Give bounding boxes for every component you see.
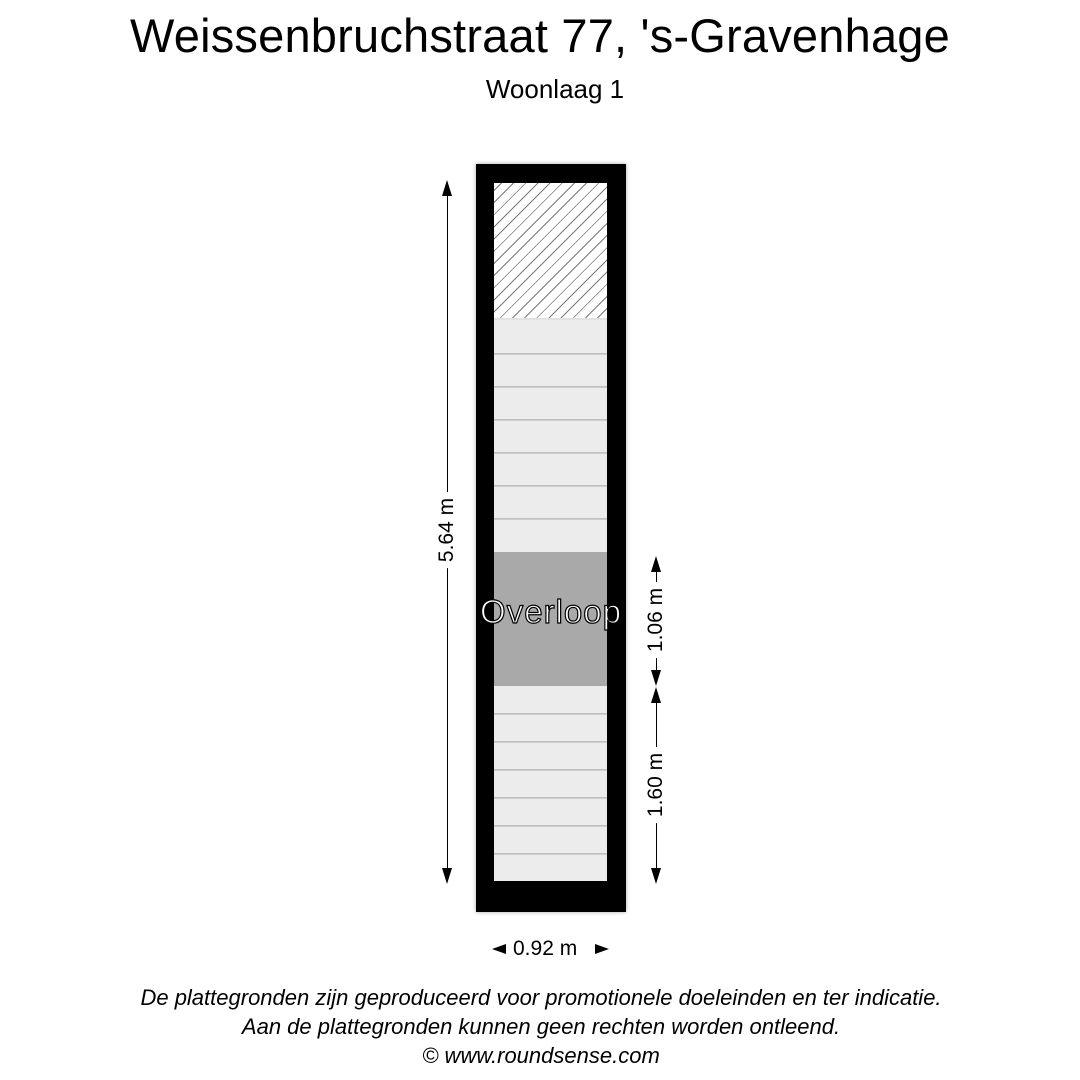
stair-step-line [494, 713, 607, 715]
floor-subtitle: Woonlaag 1 [485, 74, 625, 104]
arrow-up-icon [442, 180, 452, 196]
copyright-link[interactable]: © www.roundsense.com [422, 1043, 660, 1068]
arrow-down-icon [442, 868, 452, 884]
stair-step-line [494, 825, 607, 827]
room-label-text: Overloop [480, 593, 622, 630]
hatched-void [494, 183, 607, 320]
disclaimer-line-1: De plattegronden zijn geproduceerd voor promotionele doeleinden en ter indicatie. [140, 985, 942, 1010]
stair-step-line [494, 741, 607, 743]
arrow-right-icon [595, 944, 609, 954]
dimension-label: 5.64 m [435, 492, 459, 568]
dimension-label: 1.06 m [644, 582, 668, 658]
stair-step-line [494, 419, 607, 421]
dimension-label: 1.60 m [644, 747, 668, 823]
stair-step-line [494, 853, 607, 855]
disclaimer-line-2: Aan de plattegronden kunnen geen rechten worden ontleend. [241, 1014, 841, 1039]
stair-step-line [494, 769, 607, 771]
stair-step-line [494, 452, 607, 454]
arrow-down-icon [651, 670, 661, 686]
stair-step-line [494, 797, 607, 799]
dimension-label: 0.92 m [513, 937, 578, 960]
stair-step-line [494, 518, 607, 520]
arrow-down-icon [651, 868, 661, 884]
room-label-overloop [470, 592, 632, 632]
stair-step-line [494, 386, 607, 388]
stair-step-line [494, 353, 607, 355]
page-title: Weissenbruchstraat 77, 's-Gravenhage [130, 9, 950, 62]
stair-step-line [494, 485, 607, 487]
arrow-left-icon [492, 944, 506, 954]
interior [494, 183, 607, 881]
